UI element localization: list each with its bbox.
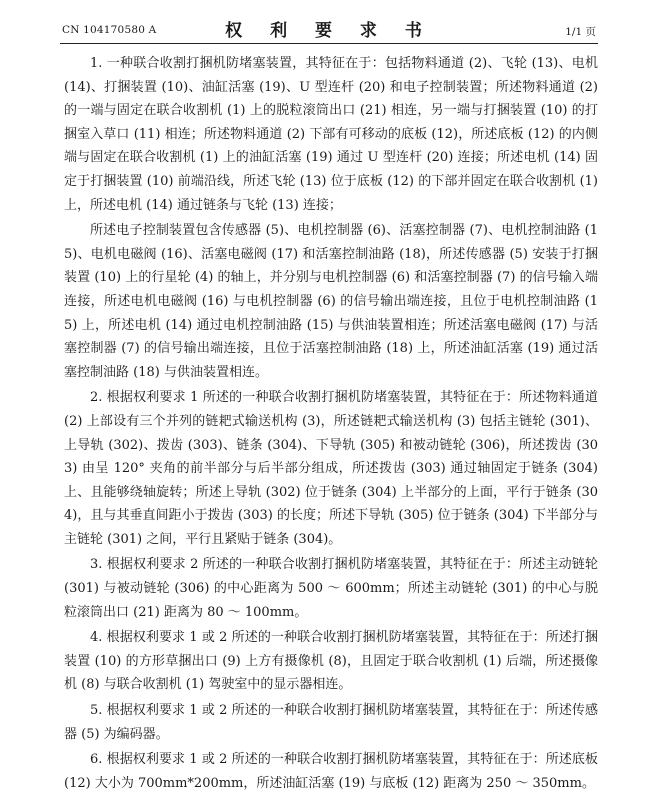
- claims-body: [64, 52, 598, 797]
- claim-3: 3. 根据权利要求 2 所述的一种联合收割打捆机防堵塞装置，其特征在于：所述主动链轮 (301) 与被动链轮 (306) 的中心距离为 500 ～ 600mm；所述主动链轮 (301) 的中心与脱粒滚筒出口 (21) 距离为 80 ～ 100mm。: [64, 557, 598, 620]
- claim-4: 4. 根据权利要求 1 或 2 所述的一种联合收割打捆机防堵塞装置，其特征在于：所述打捆装置 (10) 的方形草捆出口 (9) 上方有摄像机 (8)，且固定于联合收割机 (1) 后端，所述摄像机 (8) 与联合收割机 (1) 驾驶室中的显示器相连。: [64, 630, 598, 693]
- claim-1-continuation: 所述电子控制装置包含传感器 (5)、电机控制器 (6)、活塞控制器 (7)、电机控制油路 (15)、电机电磁阀 (16)、活塞电磁阀 (17) 和活塞控制油路 (18)，所述传感器 (5) 安装于打捆装置 (10) 上的行星轮 (4) 的轴上，并分别与电机控制器 (6) 和活塞控制器 (7) 的信号输入端连接，所述电机电磁阀 (16) 与电机控制器 (6) 的信号输出端连接，且位于电机控制油路 (15) 上，所述电机 (14) 通过电机控制油路 (15) 与供油装置相连；所述活塞电磁阀 (17) 与活塞控制器 (7) 的信号输出端连接，且位于活塞控制油路 (18) 上，所述油缸活塞 (19) 通过活塞控制油路 (18) 与供油装置相连。: [64, 223, 598, 380]
- claim-6: 6. 根据权利要求 1 或 2 所述的一种联合收割打捆机防堵塞装置，其特征在于：所述底板 (12) 大小为 700mm*200mm，所述油缸活塞 (19) 与底板 (12) 距离为 250 ～ 350mm。: [64, 752, 598, 791]
- publication-number: CN 104170580 A: [62, 24, 157, 36]
- document-title: 权 利 要 求 书: [225, 21, 433, 41]
- page-header: [62, 14, 596, 42]
- header-divider: [60, 43, 598, 44]
- page-number: 1/1 页: [565, 26, 596, 38]
- claim-5: 5. 根据权利要求 1 或 2 所述的一种联合收割打捆机防堵塞装置，其特征在于：所述传感器 (5) 为编码器。: [64, 703, 598, 742]
- claim-1: 1. 一种联合收割打捆机防堵塞装置，其特征在于：包括物料通道 (2)、飞轮 (13)、电机 (14)、打捆装置 (10)、油缸活塞 (19)、U 型连杆 (20) 和电子控制装置；所述物料通道 (2) 的一端与固定在联合收割机 (1) 上的脱粒滚筒出口 (21) 相连，另一端与打捆装置 (10) 的打捆室入草口 (11) 相连；所述物料通道 (2) 下部有可移动的底板 (12)，所述底板 (12) 的内侧端与固定在联合收割机 (1) 上的油缸活塞 (19) 通过 U 型连杆 (20) 连接；所述电机 (14) 固定于打捆装置 (10) 前端沿线，所述飞轮 (13) 位于底板 (12) 的下部并固定在联合收割机 (1) 上，所述电机 (14) 通过链条与飞轮 (13) 连接；: [64, 56, 598, 213]
- claim-2: 2. 根据权利要求 1 所述的一种联合收割打捆机防堵塞装置，其特征在于：所述物料通道 (2) 上部设有三个并列的链耙式输送机构 (3)，所述链耙式输送机构 (3) 包括主链轮 (301)、上导轨 (302)、拨齿 (303)、链条 (304)、下导轨 (305) 和被动链轮 (306)，所述拨齿 (303) 由呈 120° 夹角的前半部分与后半部分组成，所述拨齿 (303) 通过轴固定于链条 (304) 上、且能够绕轴旋转；所述上导轨 (302) 位于链条 (304) 上半部分的上面，平行于链条 (304)，且与其垂直间距小于拨齿 (303) 的长度；所述下导轨 (305) 位于链条 (304) 下半部分与主链轮 (301) 之间，平行且紧贴于链条 (304)。: [64, 390, 598, 547]
